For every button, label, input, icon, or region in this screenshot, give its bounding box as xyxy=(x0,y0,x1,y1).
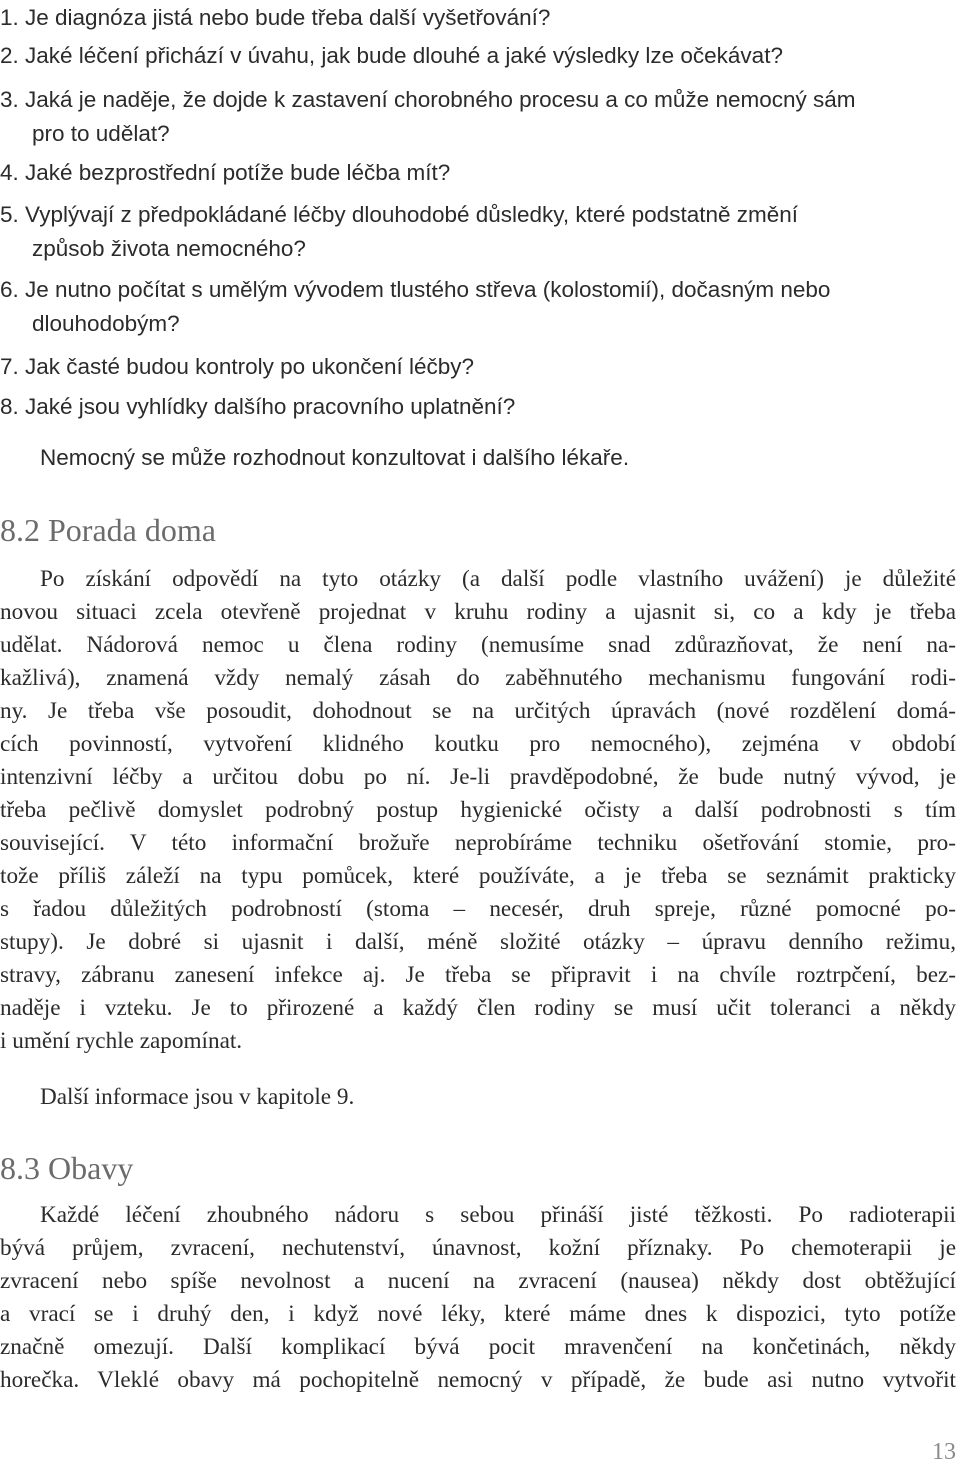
paragraph-line: a vrací se i druhý den, i když nové léky, které máme dnes k dispozici, tyto potíže xyxy=(0,1301,956,1327)
paragraph xyxy=(0,1199,956,1397)
list-item xyxy=(0,83,958,150)
list-item xyxy=(0,273,958,340)
consultation-note: Nemocný se může rozhodnout konzultovat i dalšího lékaře. xyxy=(40,445,630,470)
section-heading: 8.3 Obavy xyxy=(0,1150,134,1186)
paragraph-line: cích povinností, vytvoření klidného koutku pro nemocného), zejména v období xyxy=(0,731,956,757)
paragraph-line: tože příliš záleží na typu pomůcek, které používáte, a je třeba se seznámit prakticky xyxy=(0,863,956,889)
list-item xyxy=(0,198,958,265)
paragraph-line: stravy, zábranu zanesení infekce aj. Je třeba se připravit i na chvíle roztrpčení, bez- xyxy=(0,962,956,988)
paragraph-line: kažlivá), znamená vždy nemalý zásah do zaběhnutého mechanismu fungování rodi- xyxy=(0,665,956,691)
more-info-text: Další informace jsou v kapitole 9. xyxy=(40,1084,355,1110)
paragraph-line: naděje i vzteku. Je to přirozené a každý člen rodiny se musí učit toleranci a někdy xyxy=(0,995,956,1021)
paragraph-line: intenzivní léčby a určitou dobu po ní. Je-li pravděpodobné, že bude nutný vývod, je xyxy=(0,764,956,790)
paragraph-line: i umění rychle zapomínat. xyxy=(0,1028,243,1054)
list-item xyxy=(0,156,958,190)
list-item xyxy=(0,350,958,384)
list-item-line: 1. Je diagnóza jistá nebo bude třeba další vyšetřování? xyxy=(0,5,551,30)
paragraph-line: značně omezují. Další komplikací bývá pocit mravenčení na končetinách, někdy xyxy=(0,1334,956,1360)
paragraph-line: novou situaci zcela otevřeně projednat v kruhu rodiny a ujasnit si, co a kdy je třeba xyxy=(0,599,956,625)
page-number: 13 xyxy=(932,1439,956,1465)
list-item-line: 3. Jaká je naděje, že dojde k zastavení chorobného procesu a co může nemocný sám xyxy=(0,87,856,112)
list-item-line: způsob života nemocného? xyxy=(32,235,306,261)
paragraph-line: třeba pečlivě domyslet podrobný postup hygienické očisty a další podrobnosti s tím xyxy=(0,797,956,823)
list-item-line: 7. Jak časté budou kontroly po ukončení léčby? xyxy=(0,354,475,379)
list-item-line: 4. Jaké bezprostřední potíže bude léčba mít? xyxy=(0,160,451,185)
paragraph-line: Každé léčení zhoubného nádoru s sebou přináší jisté těžkosti. Po radioterapii xyxy=(40,1202,956,1228)
list-item-line: 2. Jaké léčení přichází v úvahu, jak bude dlouhé a jaké výsledky lze očekávat? xyxy=(0,43,783,68)
paragraph-line: stupy). Je dobré si ujasnit i další, méně složité otázky – úpravu denního režimu, xyxy=(0,929,956,955)
list-item xyxy=(0,1,958,35)
paragraph xyxy=(0,563,956,1058)
list-item-line: dlouhodobým? xyxy=(32,310,180,336)
section-heading: 8.2 Porada doma xyxy=(0,512,216,548)
list-item-line: 6. Je nutno počítat s umělým vývodem tlustého střeva (kolostomií), dočasným nebo xyxy=(0,277,831,302)
list-item xyxy=(0,39,958,73)
list-item-line: 8. Jaké jsou vyhlídky dalšího pracovního uplatnění? xyxy=(0,394,516,419)
list-item xyxy=(0,390,958,424)
paragraph-line: udělat. Nádorová nemoc u člena rodiny (nemusíme snad zdůrazňovat, že není na- xyxy=(0,632,956,658)
paragraph-line: horečka. Vleklé obavy má pochopitelně nemocný v případě, že bude asi nutno vytvořit xyxy=(0,1367,956,1393)
paragraph-line: zvracení nebo spíše nevolnost a nucení na zvracení (nausea) někdy dost obtěžující xyxy=(0,1268,956,1294)
paragraph-line: Po získání odpovědí na tyto otázky (a další podle vlastního uvážení) je důležité xyxy=(40,566,956,592)
paragraph-line: ny. Je třeba vše posoudit, dohodnout se na určitých úpravách (nové rozdělení domá- xyxy=(0,698,956,724)
paragraph-line: s řadou důležitých podrobností (stoma – necesér, druh spreje, různé pomocné po- xyxy=(0,896,956,922)
list-item-line: pro to udělat? xyxy=(32,120,170,146)
list-item-line: 5. Vyplývají z předpokládané léčby dlouhodobé důsledky, které podstatně změní xyxy=(0,202,799,227)
paragraph-line: související. V této informační brožuře neprobíráme techniku ošetřování stomie, pro- xyxy=(0,830,956,856)
paragraph-line: bývá průjem, zvracení, nechutenství, únavnost, kožní příznaky. Po chemoterapii je xyxy=(0,1235,956,1261)
